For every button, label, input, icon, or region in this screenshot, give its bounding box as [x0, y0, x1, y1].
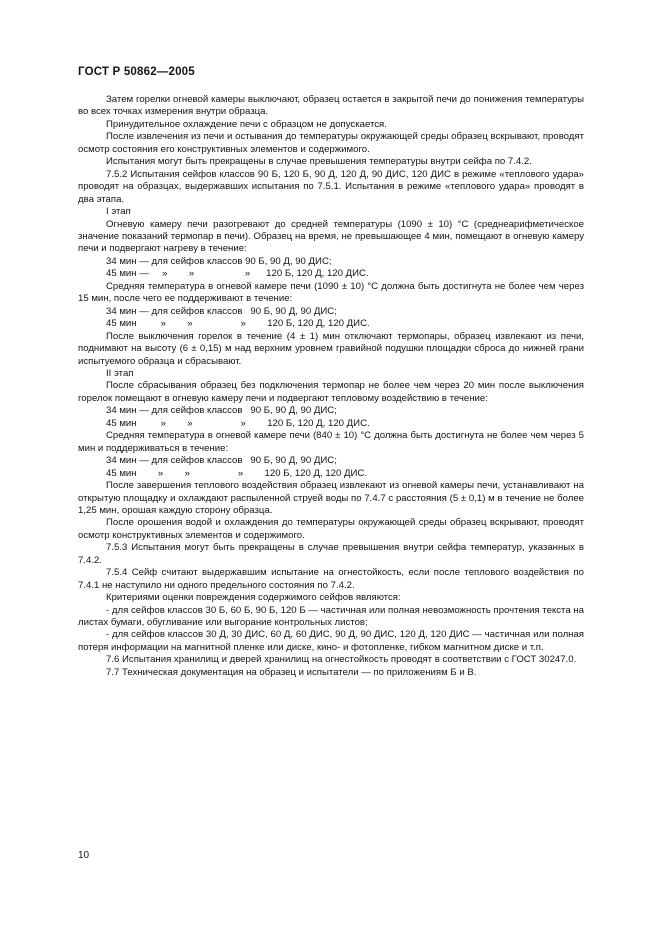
paragraph: Затем горелки огневой камеры выключают, образец остается в закрытой печи до понижения температуры во всех точках измерения внутри образца.	[78, 94, 584, 118]
duration-row: 34 мин — для сейфов классов 90 Б, 90 Д, 90 ДИС;	[106, 305, 337, 317]
duration-row: 34 мин — для сейфов классов 90 Б, 90 Д, 90 ДИС;	[106, 455, 337, 467]
duration-row: 45 мин — » » » 120 Б, 120 Д, 120 ДИС.	[106, 268, 369, 280]
paragraph: Испытания могут быть прекращены в случае превышения температуры внутри сейфа по 7.4.2.	[106, 156, 532, 168]
document-header: ГОСТ Р 50862—2005	[78, 66, 195, 78]
section-7-6: 7.6 Испытания хранилищ и дверей хранилищ на огнестойкость проводят в соответствии с ГОСТ 30247.0.	[106, 654, 577, 666]
duration-row: 34 мин — для сейфов классов 90 Б, 90 Д, 90 ДИС;	[106, 255, 332, 267]
duration-row: 45 мин » » » 120 Б, 120 Д, 120 ДИС.	[106, 318, 370, 330]
section-7-5-3: 7.5.3 Испытания могут быть прекращены в случае превышения внутри сейфа температур, указанных в 7.4.2.	[78, 542, 584, 566]
stage-1-heading: I этап	[106, 206, 131, 218]
document-body	[78, 94, 584, 679]
section-7-5-4: 7.5.4 Сейф считают выдержавшим испытание на огнестойкость, если после теплового воздействия по 7.4.1 не наступило ни одного предельного состояния по 7.4.2.	[78, 567, 584, 591]
paragraph: После выключения горелок в течение (4 ± 1) мин отключают термопары, образец извлекают из печи, поднимают на высоту (6 ± 0,15) м над верхним уровнем гравийной подушки площадки сброса до нижней грани испытуемого образца и сбрасывают.	[78, 330, 584, 367]
criteria-item: - для сейфов классов 30 Б, 60 Б, 90 Б, 120 Б — частичная или полная невозможность прочтения текста на листах бумаги, обугливание или выгорание контрольных листов;	[78, 604, 584, 629]
paragraph: Средняя температура в огневой камере печи (840 ± 10) °С должна быть достигнута не более чем через 5 мин и поддерживаться в течение:	[78, 430, 584, 454]
paragraph: Принудительное охлаждение печи с образцом не допускается.	[106, 118, 387, 130]
paragraph: После извлечения из печи и остывания до температуры окружающей среды образец вскрывают, проводят осмотр состояния его конструктивных элементов и содержимого.	[78, 131, 584, 155]
section-7-7: 7.7 Техническая документация на образец и испытатели — по приложениям Б и В.	[106, 666, 477, 678]
page-number: 10	[78, 850, 90, 861]
duration-row: 45 мин » » » 120 Б, 120 Д, 120 ДИС.	[106, 417, 370, 429]
paragraph: После завершения теплового воздействия образец извлекают из огневой камеры печи, устанавливают на открытую площадку и охлаждают распыленной струей воды по 7.4.7 с расстояния (5 ± 0,1) м в течение не более 1,25 мин, орошая каждую сторону образца.	[78, 480, 584, 516]
stage-2-heading: II этап	[106, 367, 134, 379]
duration-row: 45 мин » » » 120 Б, 120 Д, 120 ДИС.	[106, 467, 368, 479]
duration-row: 34 мин — для сейфов классов 90 Б, 90 Д, 90 ДИС;	[106, 405, 337, 417]
section-7-5-2: 7.5.2 Испытания сейфов классов 90 Б, 120 Б, 90 Д, 120 Д, 90 ДИС, 120 ДИС в режиме «теплового удара» проводят на образцах, выдержавших испытания по 7.5.1. Испытания в режиме «теплового удара» проводят в два этапа.	[78, 168, 584, 205]
paragraph: Критериями оценки повреждения содержимого сейфов являются:	[106, 592, 401, 604]
paragraph: Огневую камеру печи разогревают до средней температуры (1090 ± 10) °С (среднеарифметическое значение показаний термопар в печи). Образец на время, не превышающее 4 мин, помещают в огневую камеру печи и подвергают нагреву в течение:	[78, 218, 584, 255]
paragraph: После орошения водой и охлаждения до температуры окружающей среды образец вскрывают, проводят осмотр конструктивных элементов и содержимого.	[78, 517, 584, 541]
paragraph: После сбрасывания образец без подключения термопар не более чем через 20 мин после выключения горелок помещают в огневую камеру печи и подвергают тепловому воздействию в течение:	[78, 380, 584, 404]
criteria-item: - для сейфов классов 30 Д, 30 ДИС, 60 Д, 60 ДИС, 90 Д, 90 ДИС, 120 Д, 120 ДИС — частичная или полная потеря информации на магнитной пленке или диске, кино- и фотопленке, гибком магнитном диске и т.п.	[78, 629, 584, 653]
paragraph: Средняя температура в огневой камере печи (1090 ± 10) °С должна быть достигнута не более чем через 15 мин, после чего ее поддерживают в течение:	[78, 280, 584, 305]
